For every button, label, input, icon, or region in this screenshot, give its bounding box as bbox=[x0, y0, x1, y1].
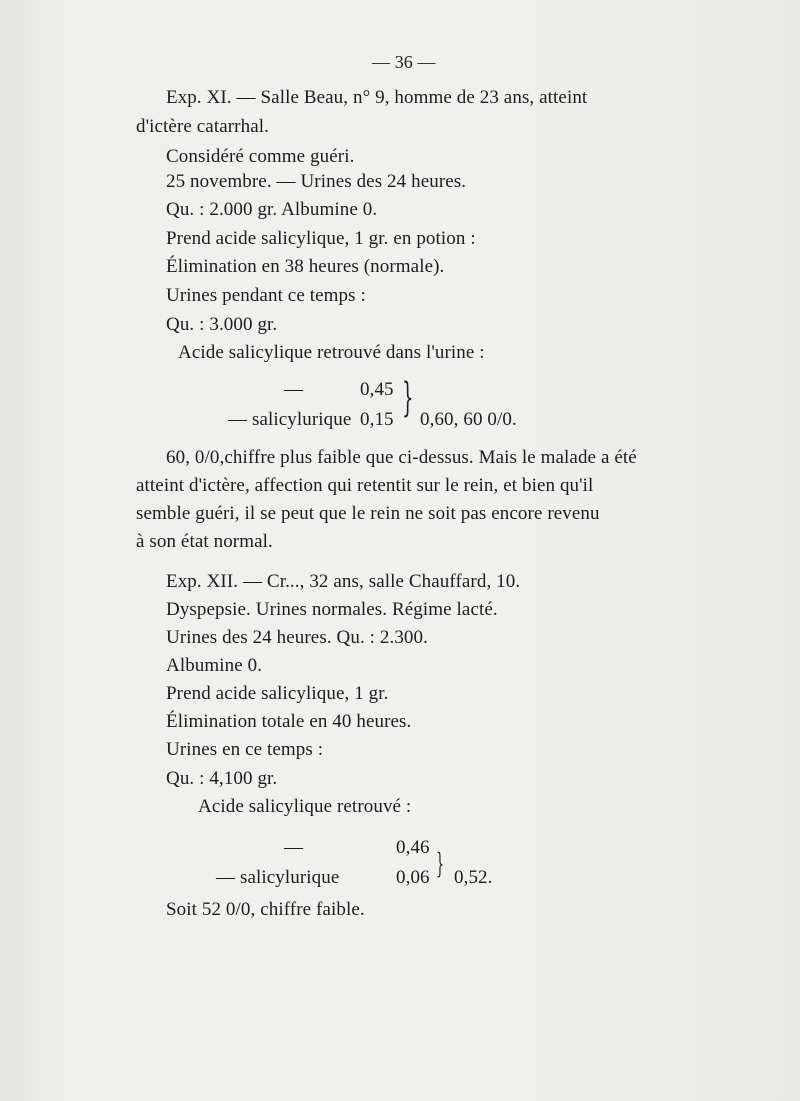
text-line: Considéré comme guéri. bbox=[166, 146, 355, 167]
table2-row1-label: — bbox=[284, 837, 304, 858]
text-line: Élimination totale en 40 heures. bbox=[166, 711, 412, 732]
table2-row1-value: 0,46 bbox=[396, 837, 430, 858]
text-line: Élimination en 38 heures (normale). bbox=[166, 256, 445, 277]
text-line: 25 novembre. — Urines des 24 heures. bbox=[166, 171, 467, 192]
table2-total: 0,52. bbox=[454, 867, 493, 888]
text-line: d'ictère catarrhal. bbox=[136, 116, 269, 137]
text-line: Qu. : 3.000 gr. bbox=[166, 314, 278, 335]
text-line: Qu. : 4,100 gr. bbox=[166, 768, 278, 789]
text-line: semble guéri, il se peut que le rein ne soit pas encore revenu bbox=[136, 503, 600, 524]
table1-row2-label: — salicylurique bbox=[228, 409, 352, 430]
text-line: Urines des 24 heures. Qu. : 2.300. bbox=[166, 627, 428, 648]
text-line: Qu. : 2.000 gr. Albumine 0. bbox=[166, 199, 378, 220]
text-line: à son état normal. bbox=[136, 531, 273, 552]
text-line: 60, 0/0,chiffre plus faible que ci-dessus. Mais le malade a été bbox=[166, 447, 637, 468]
text-line: Exp. XII. — Cr..., 32 ans, salle Chauffard, 10. bbox=[166, 571, 521, 592]
text-line: Exp. XI. — Salle Beau, n° 9, homme de 23 ans, atteint bbox=[166, 87, 588, 108]
text-line: Prend acide salicylique, 1 gr. bbox=[166, 683, 389, 704]
text-line: Acide salicylique retrouvé : bbox=[198, 796, 412, 817]
table1-row1-value: 0,45 bbox=[360, 379, 394, 400]
brace-2: } bbox=[436, 847, 445, 880]
brace-1: } bbox=[402, 375, 414, 421]
text-line: Acide salicylique retrouvé dans l'urine : bbox=[178, 342, 485, 363]
text-line: Urines en ce temps : bbox=[166, 739, 324, 760]
text-line: Urines pendant ce temps : bbox=[166, 285, 366, 306]
table2-row2-value: 0,06 bbox=[396, 867, 430, 888]
table1-row2-value: 0,15 bbox=[360, 409, 394, 430]
table2-row2-label: — salicylurique bbox=[216, 867, 340, 888]
page-number: — 36 — bbox=[372, 52, 436, 72]
table1-total: 0,60, 60 0/0. bbox=[420, 409, 517, 430]
text-line: Prend acide salicylique, 1 gr. en potion : bbox=[166, 228, 476, 249]
table1-row1-label: — bbox=[284, 379, 304, 400]
text-line: Albumine 0. bbox=[166, 655, 263, 676]
text-line: Dyspepsie. Urines normales. Régime lacté. bbox=[166, 599, 498, 620]
text-line: atteint d'ictère, affection qui retentit sur le rein, et bien qu'il bbox=[136, 475, 594, 496]
text-line: Soit 52 0/0, chiffre faible. bbox=[166, 899, 365, 920]
